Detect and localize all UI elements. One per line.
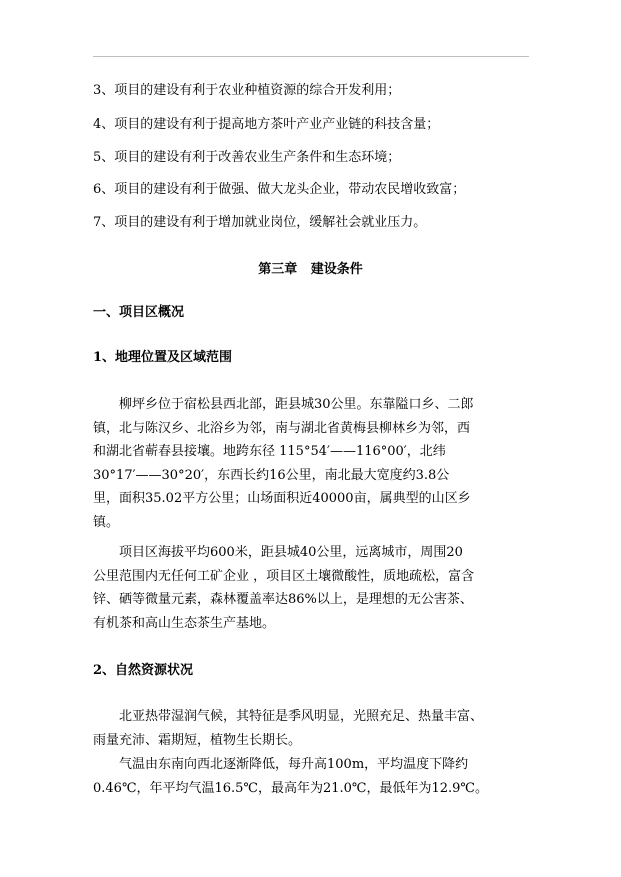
text-line: 和湖北省蕲春县接壤。地跨东径 115°54′——116°00′，北纬 bbox=[93, 444, 446, 459]
text-line: 柳坪乡位于宿松县西北部，距县城30公里。东靠隘口乡、二郎 bbox=[119, 397, 474, 412]
subsection-heading: 1、地理位置及区域范围 bbox=[93, 350, 233, 365]
paragraph-temperature bbox=[93, 753, 529, 800]
paragraph-altitude bbox=[93, 541, 529, 635]
text-line: 镇，北与陈汉乡、北浴乡为邻，南与湖北省黄梅县柳林乡为邻，西 bbox=[93, 420, 471, 436]
text-line: 雨量充沛、霜期短，植物生长期长。 bbox=[93, 732, 302, 748]
benefit-item: 5、项目的建设有利于改善农业生产条件和生态环境； bbox=[93, 150, 401, 165]
text-line: 北亚热带湿润气候，其特征是季风明显，光照充足、热量丰富、 bbox=[119, 709, 484, 724]
paragraph-climate bbox=[93, 705, 529, 752]
paragraph-location bbox=[93, 393, 529, 534]
benefit-item: 4、项目的建设有利于提高地方茶叶产业产业链的科技含量； bbox=[93, 117, 440, 132]
text-line: 0.46℃，年平均气温16.5℃，最高年为21.0℃，最低年为12.9℃。 bbox=[93, 780, 488, 796]
text-line: 锌、硒等微量元素，森林覆盖率达86%以上，是理想的无公害茶、 bbox=[93, 592, 473, 607]
benefit-item: 6、项目的建设有利于做强、做大龙头企业，带动农民增收致富； bbox=[93, 182, 466, 197]
benefit-item: 7、项目的建设有利于增加就业岗位，缓解社会就业压力。 bbox=[93, 215, 427, 230]
text-line: 镇。 bbox=[93, 514, 120, 530]
text-line: 有机茶和高山生态茶生产基地。 bbox=[93, 615, 276, 631]
text-line: 30°17′——30°20′，东西长约16公里，南北最大宽度约3.8公 bbox=[93, 467, 450, 483]
subsection-heading: 2、自然资源状况 bbox=[93, 663, 194, 678]
text-line: 项目区海拔平均600米，距县城40公里，远离城市，周围20 bbox=[119, 545, 463, 560]
text-line: 公里范围内无任何工矿企业 ，项目区土壤微酸性，质地疏松，富含 bbox=[93, 568, 475, 584]
text-line: 里，面积35.02平方公里；山场面积近40000亩，属典型的山区乡 bbox=[93, 491, 471, 506]
header-rule bbox=[93, 56, 529, 57]
section-heading: 一、项目区概况 bbox=[93, 305, 185, 320]
chapter-title: 第三章 建设条件 bbox=[258, 262, 363, 277]
benefit-item: 3、项目的建设有利于农业种植资源的综合开发利用； bbox=[93, 83, 401, 98]
text-line: 气温由东南向西北逐渐降低，每升高100m，平均温度下降约 bbox=[119, 757, 469, 772]
